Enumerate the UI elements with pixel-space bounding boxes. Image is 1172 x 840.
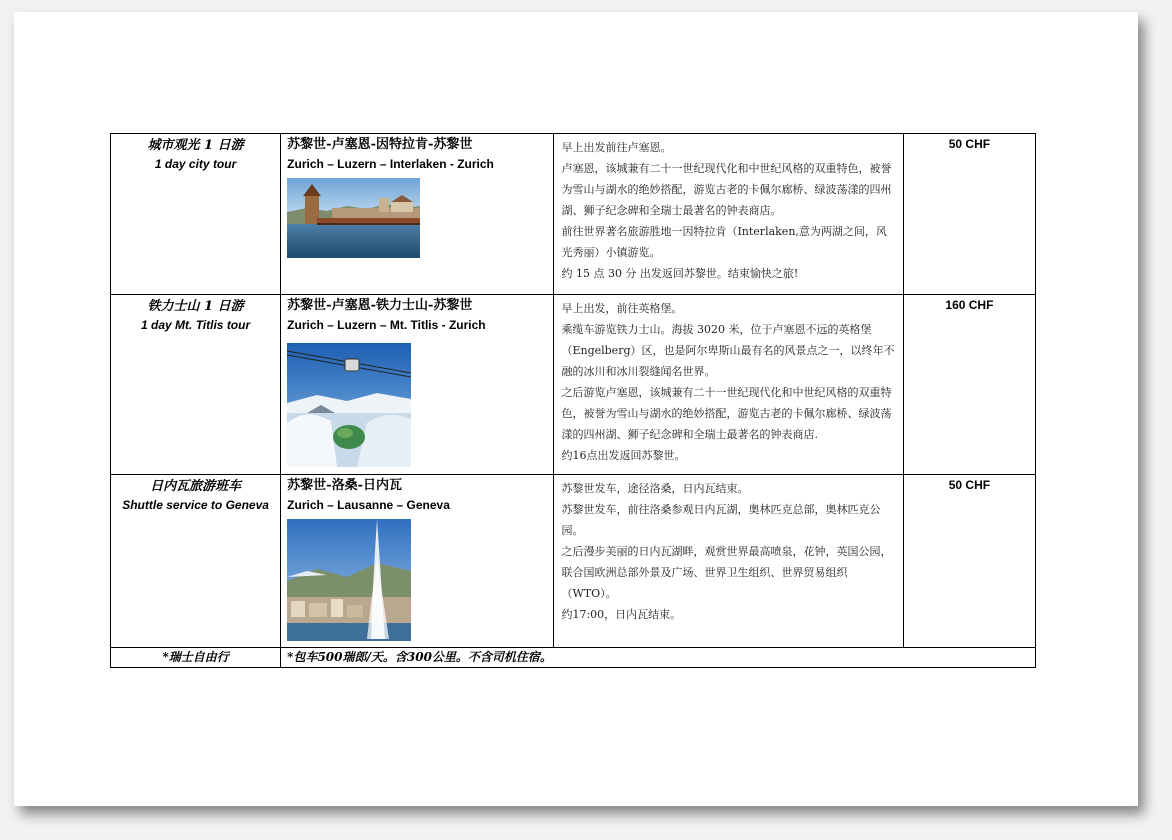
footer-left-cell: [111, 648, 281, 668]
tour-name-cell: [111, 475, 281, 648]
price-cell: [903, 295, 1035, 475]
route-en: Zurich – Luzern – Interlaken - Zurich: [287, 157, 494, 171]
route-cn: 苏黎世-卢塞恩-因特拉肯-苏黎世: [287, 137, 473, 152]
tour-price: 50 CHF: [948, 137, 991, 151]
description-cell: [554, 475, 903, 648]
description-line: 乘缆车游览铁力士山。海拔 3020 米，位于卢塞恩不远的英格堡（Engelberg）区，也是阿尔卑斯山最有名的风景点之一，以终年不融的冰川和冰川裂缝闻名世界。: [561, 323, 895, 378]
lucerne-chapel-bridge-photo: [287, 178, 420, 258]
tour-name-en: 1 day city tour: [154, 157, 237, 171]
tour-name-cn: 城市观光 1 日游: [147, 138, 244, 153]
footer-right-note: *包车500瑞郎/天。含300公里。不含司机住宿。: [287, 650, 552, 664]
table-row: [111, 295, 1036, 475]
price-cell: [903, 134, 1035, 295]
description-line: 之后游览卢塞恩，该城兼有二十一世纪现代化和中世纪风格的双重特色，被誉为雪山与湖水的绝妙搭配，游览古老的卡佩尔廊桥、绿波荡漾的四州湖、狮子纪念碑和全瑞士最著名的钟表商店.: [561, 386, 892, 441]
footer-right-cell: [281, 648, 1036, 668]
footer-left-note: *瑞士自由行: [162, 650, 229, 664]
tour-description: [561, 478, 896, 625]
tour-name-cn: 日内瓦旅游班车: [150, 479, 242, 494]
route-cn: 苏黎世-洛桑-日内瓦: [287, 478, 402, 493]
route-cell: [281, 134, 554, 295]
tour-name-en: 1 day Mt. Titlis tour: [141, 318, 251, 332]
description-line: 约17:00，日内瓦结束。: [561, 608, 682, 621]
tour-name-cn: 铁力士山 1 日游: [147, 299, 244, 314]
description-line: 苏黎世发车，前往洛桑参观日内瓦湖，奥林匹克总部，奥林匹克公园。: [561, 503, 881, 537]
description-line: 约 15 点 30 分 出发返回苏黎世。结束愉快之旅!: [561, 267, 799, 280]
price-cell: [903, 475, 1035, 648]
route-en: Zurich – Lausanne – Geneva: [287, 498, 450, 512]
description-line: 之后漫步美丽的日内瓦湖畔，观赏世界最高喷泉，花钟，英国公园，联合国欧洲总部外景及广场、世界卫生组织、世界贸易组织（WTO）。: [561, 545, 892, 600]
table-row: [111, 475, 1036, 648]
description-line: 早上出发，前往英格堡。: [561, 302, 683, 315]
tour-name-cell: [111, 134, 281, 295]
tour-description: [561, 137, 896, 284]
table-row: [111, 134, 1036, 295]
document-page: [14, 12, 1138, 806]
geneva-jet-deau-photo: [287, 519, 411, 641]
description-line: 前往世界著名旅游胜地一因特拉肯（Interlaken,意为两湖之间，风光秀丽）小镇游览。: [561, 225, 887, 259]
description-line: 约16点出发返回苏黎世。: [561, 449, 686, 462]
description-line: 苏黎世发车，途径洛桑，日内瓦结束。: [561, 482, 749, 495]
description-line: 卢塞恩，该城兼有二十一世纪现代化和中世纪风格的双重特色，被誉为雪山与湖水的绝妙搭配，游览古老的卡佩尔廊桥、绿波荡漾的四州湖、狮子纪念碑和全瑞士最著名的钟表商店。: [561, 162, 892, 217]
tour-price: 50 CHF: [948, 478, 991, 492]
footer-row: [111, 648, 1036, 668]
route-cn: 苏黎世-卢塞恩-铁力士山-苏黎世: [287, 298, 473, 313]
route-en: Zurich – Luzern – Mt. Titlis - Zurich: [287, 318, 486, 332]
tour-description: [561, 298, 896, 466]
tour-name-en: Shuttle service to Geneva: [122, 498, 269, 512]
titlis-cable-car-photo: [287, 343, 411, 467]
tour-name-cell: [111, 295, 281, 475]
route-cell: [281, 475, 554, 648]
description-cell: [554, 295, 903, 475]
description-line: 早上出发前往卢塞恩。: [561, 141, 672, 154]
description-cell: [554, 134, 903, 295]
tour-table: [110, 133, 1036, 668]
route-cell: [281, 295, 554, 475]
tour-price: 160 CHF: [945, 298, 994, 312]
